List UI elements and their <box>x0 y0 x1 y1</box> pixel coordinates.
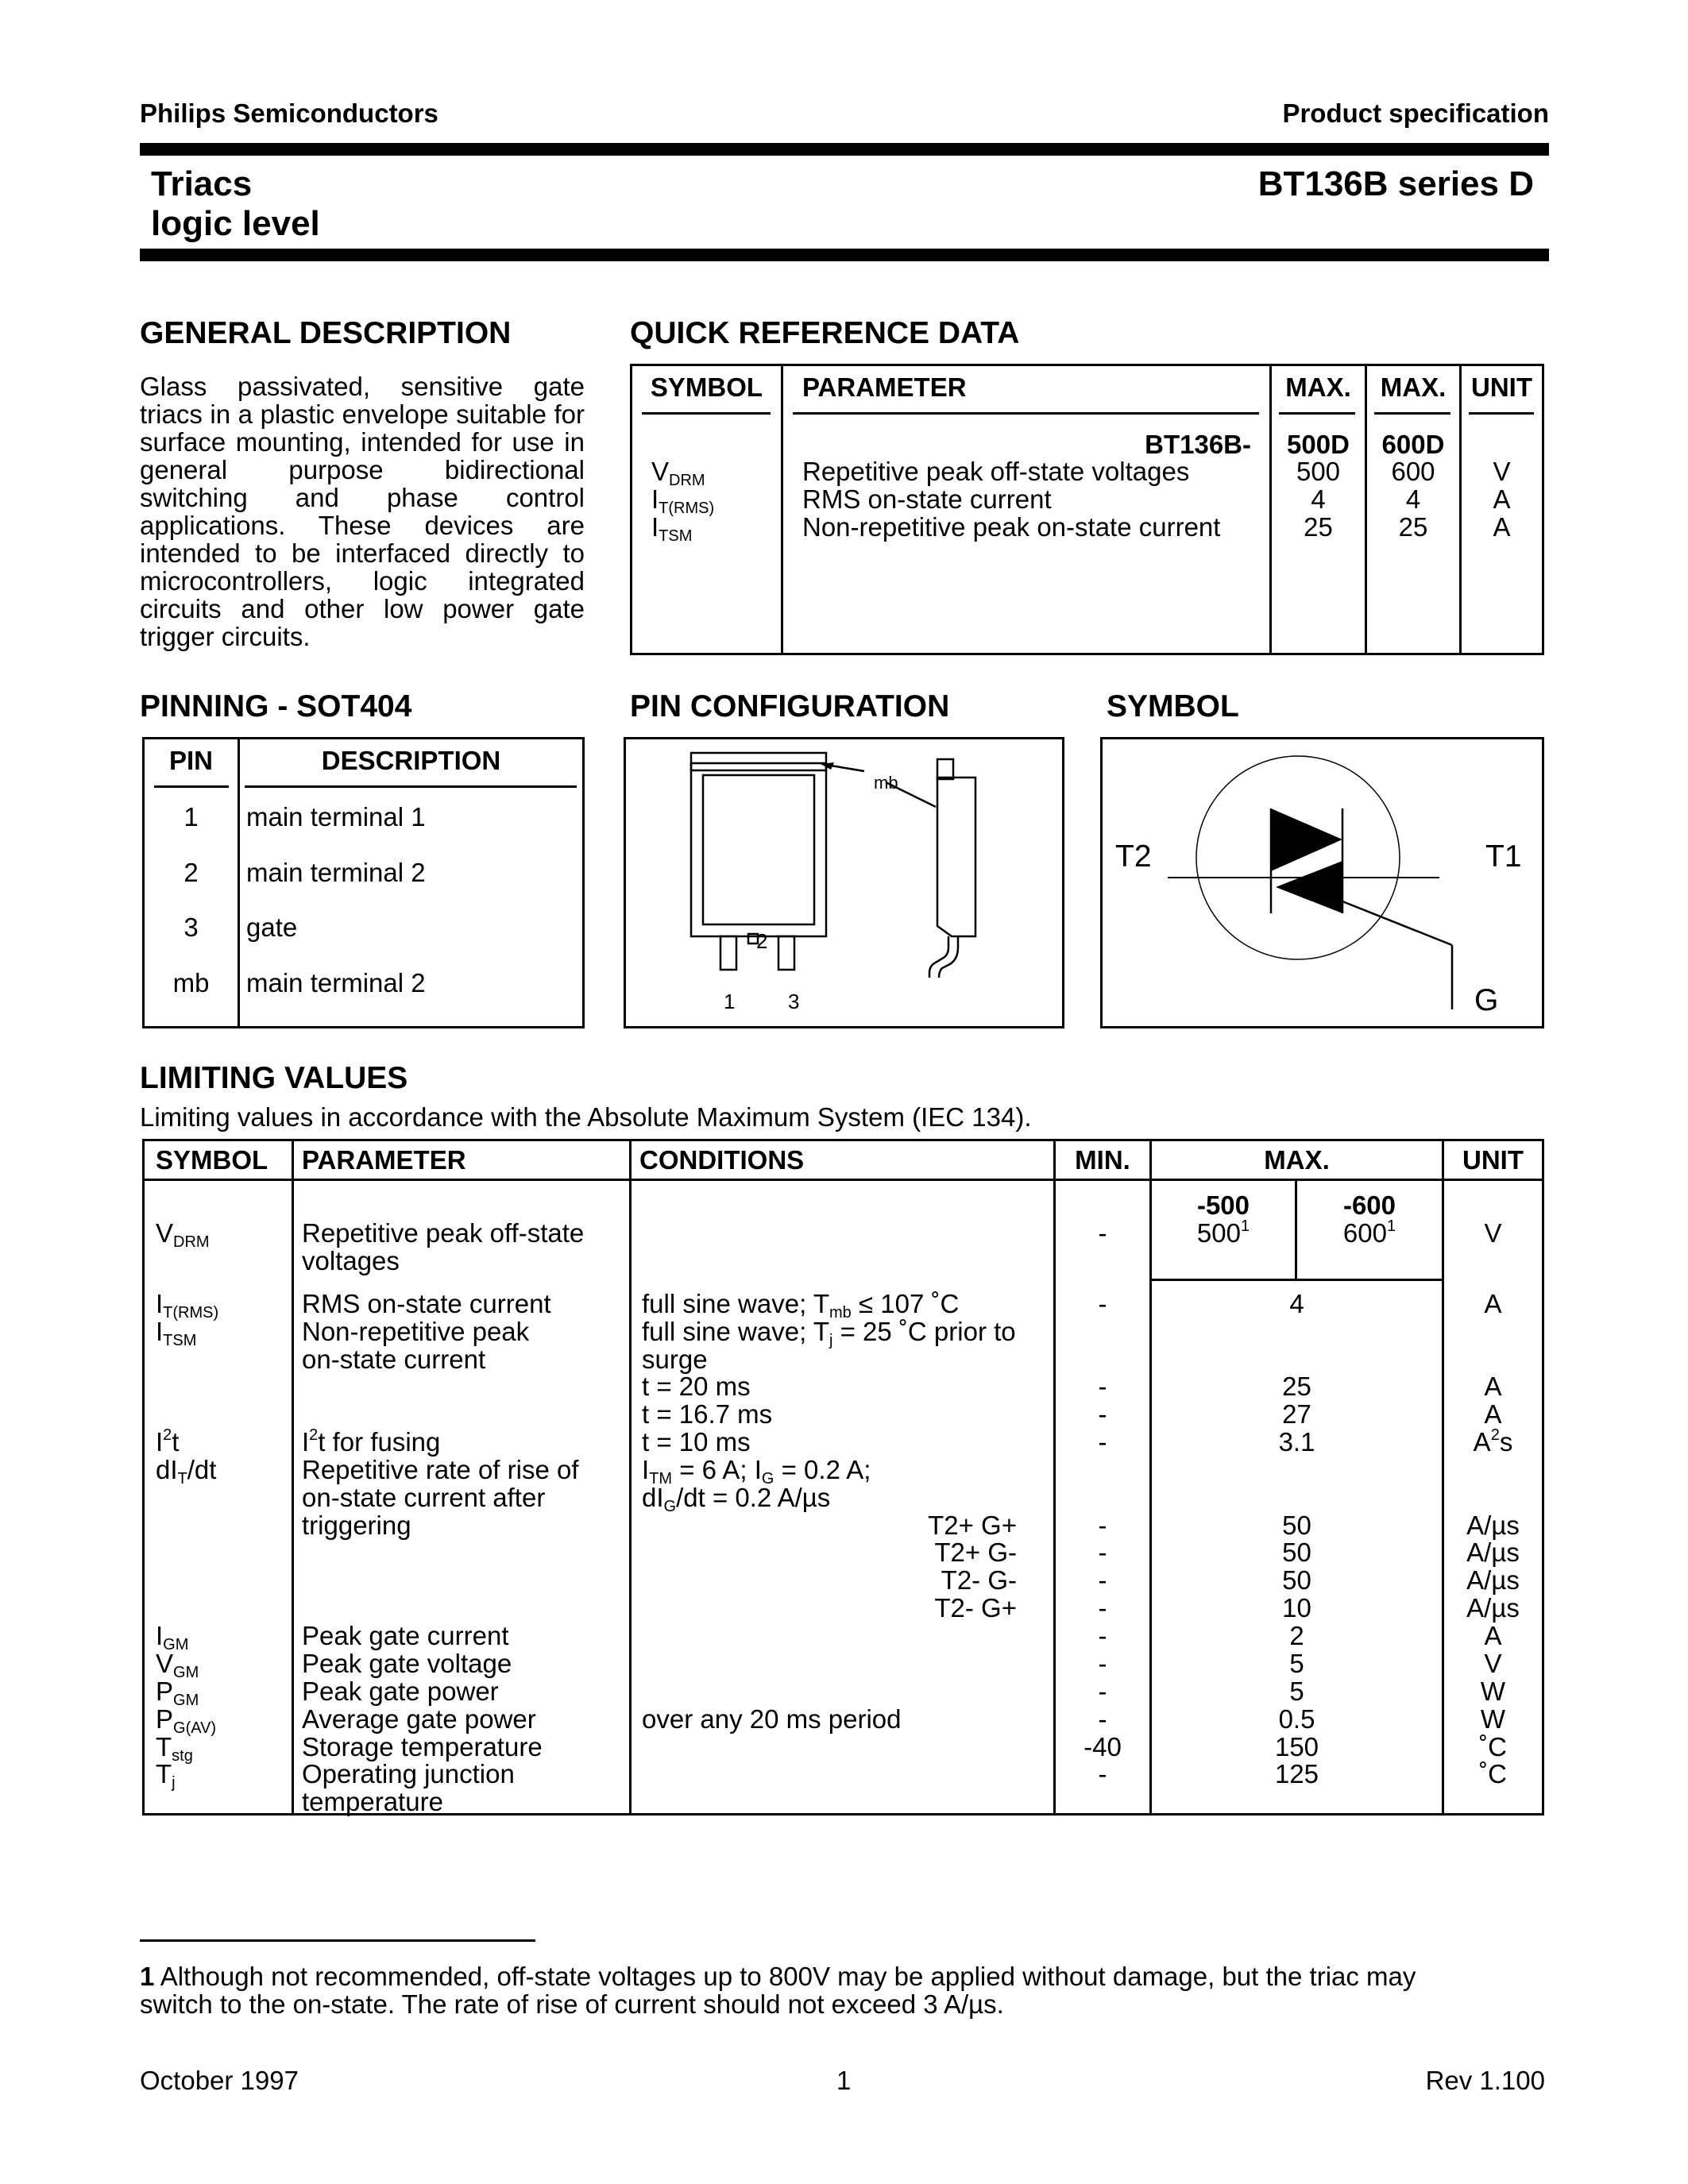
lv-unit: V <box>1484 1218 1502 1248</box>
pin-config-heading: PIN CONFIGURATION <box>630 689 950 723</box>
qr-row-parameter: RMS on-state current <box>802 484 1052 514</box>
header-rule-top <box>140 143 1549 156</box>
qr-col-parameter: PARAMETER <box>802 372 967 402</box>
qr-col-max2: MAX. <box>1380 372 1447 402</box>
gd-line: Glass passivated, sensitive gate <box>140 372 585 401</box>
title-line1: Triacs <box>151 164 253 203</box>
lv-symbol: $T_j$ <box>156 1759 176 1792</box>
gd-line: circuits and other low power gate <box>140 594 585 623</box>
lv-unit: ˚C <box>1479 1732 1507 1761</box>
gd-line: applications. These devices are <box>140 511 585 540</box>
lv-parameter: $I^2t$ for fusing <box>302 1426 441 1457</box>
lv-min: - <box>1098 1427 1107 1457</box>
qr-row-max-b: 600 <box>1391 457 1435 486</box>
qr-row-symbol: $V_{DRM}$ <box>651 457 705 489</box>
lv-unit: $A^2s$ <box>1473 1426 1513 1457</box>
gd-line: general purpose bidirectional <box>140 455 585 484</box>
pin-number: 2 <box>183 858 199 887</box>
qr-row-unit: V <box>1493 457 1511 486</box>
lv-symbol: $dI_T/dt$ <box>156 1455 217 1488</box>
lv-col-symbol: SYMBOL <box>156 1145 268 1175</box>
pinning-heading: PINNING - SOT404 <box>140 689 412 723</box>
lv-parameter: triggering <box>302 1511 411 1540</box>
footnote-rule <box>140 1939 535 1942</box>
lv-symbol: $T_{stg}$ <box>156 1732 193 1765</box>
qr-header-rule <box>642 412 771 415</box>
pin-col-pin: PIN <box>168 746 213 775</box>
lv-unit: A <box>1484 1399 1502 1429</box>
lv-symbol: $I_{TSM}$ <box>156 1317 197 1349</box>
lv-symbol: $I^2t$ <box>156 1426 180 1457</box>
qr-variant-b: 600D <box>1381 430 1445 459</box>
quick-ref-heading: QUICK REFERENCE DATA <box>630 316 1020 350</box>
lv-unit: A <box>1484 1289 1502 1318</box>
label-pin-1: 1 <box>724 990 736 1013</box>
lv-condition: over any 20 ms period <box>642 1704 902 1734</box>
lv-condition: t = 16.7 ms <box>642 1399 773 1429</box>
qr-variant-a: 500D <box>1287 430 1350 459</box>
lv-symbol: $I_{T(RMS)}$ <box>156 1289 219 1322</box>
lv-condition: full sine wave; $T_j = 25$ ˚C prior to <box>642 1317 1016 1349</box>
qr-variant-label: BT136B- <box>1145 430 1251 459</box>
lv-col-unit: UNIT <box>1462 1145 1524 1175</box>
pin-number: 3 <box>183 913 199 942</box>
footer-page-number: 1 <box>836 2066 852 2095</box>
lv-min: - <box>1098 1621 1107 1650</box>
qr-row-max-a: 25 <box>1304 512 1333 542</box>
lv-unit: W <box>1480 1677 1506 1706</box>
qr-header-rule <box>1374 412 1450 415</box>
lv-max: 4 <box>1289 1289 1304 1318</box>
lv-condition: t = 20 ms <box>642 1372 751 1401</box>
pin-description: main terminal 2 <box>246 858 426 887</box>
label-mb: mb <box>874 773 898 793</box>
pin-description: main terminal 1 <box>246 802 426 832</box>
lv-max: 50 <box>1282 1538 1311 1567</box>
lv-max: $500^1$ <box>1196 1217 1250 1248</box>
lv-col-conditions: CONDITIONS <box>639 1145 805 1175</box>
lv-min: - <box>1098 1289 1107 1318</box>
lv-symbol: $V_{GM}$ <box>156 1649 199 1681</box>
lv-symbol: $I_{GM}$ <box>156 1621 189 1653</box>
lv-condition: surge <box>642 1345 708 1374</box>
lv-col-divider <box>629 1139 632 1815</box>
symbol-heading: SYMBOL <box>1107 689 1239 723</box>
lv-condition: full sine wave; $T_{mb} \le 107$ ˚C <box>642 1289 960 1322</box>
lv-min: - <box>1098 1649 1107 1678</box>
lv-condition: t = 10 ms <box>642 1427 751 1457</box>
qr-col-symbol: SYMBOL <box>650 372 763 402</box>
pin-description: main terminal 2 <box>246 968 426 997</box>
lv-parameter: Non-repetitive peak <box>302 1317 530 1346</box>
title-line2: logic level <box>151 204 320 243</box>
part-number: BT136B series D <box>1257 164 1534 203</box>
lv-unit: ˚C <box>1479 1759 1507 1788</box>
footnote-line2: switch to the on-state. The rate of rise of current should not exceed 3 A/µs. <box>140 1989 1004 2019</box>
general-description-text <box>140 372 585 650</box>
lv-min: - <box>1098 1759 1107 1788</box>
footer-revision: Rev 1.100 <box>1425 2066 1545 2095</box>
lv-min: - <box>1098 1372 1107 1401</box>
lv-parameter: on-state current <box>302 1345 486 1374</box>
qr-row-parameter: Non-repetitive peak on-state current <box>802 512 1221 542</box>
lv-min: - <box>1098 1677 1107 1706</box>
gd-line: microcontrollers, logic integrated <box>140 566 585 596</box>
gd-line: triacs in a plastic envelope suitable for <box>140 399 585 429</box>
lv-max: 2 <box>1289 1621 1304 1650</box>
lv-symbol: $P_{GM}$ <box>156 1677 199 1709</box>
lv-max: 25 <box>1282 1372 1311 1401</box>
lv-parameter: on-state current after <box>302 1483 546 1512</box>
lv-unit: V <box>1484 1649 1502 1678</box>
lv-max: 27 <box>1282 1399 1311 1429</box>
footer-date: October 1997 <box>140 2066 299 2095</box>
lv-unit: A <box>1484 1372 1502 1401</box>
lv-parameter: Peak gate power <box>302 1677 499 1706</box>
lv-max: 50 <box>1282 1511 1311 1540</box>
lv-parameter: Repetitive peak off-state <box>302 1218 585 1248</box>
lv-max: $600^1$ <box>1342 1217 1396 1248</box>
lv-unit: A/µs <box>1466 1511 1520 1540</box>
label-g: G <box>1474 983 1499 1017</box>
label-pin-2: 2 <box>756 929 768 953</box>
package-drawing <box>626 739 1062 1026</box>
qr-col-divider <box>781 364 783 655</box>
lv-min: - <box>1098 1538 1107 1567</box>
company-name: Philips Semiconductors <box>140 98 438 128</box>
qr-row-symbol: $I_{TSM}$ <box>651 512 693 545</box>
lv-parameter: Operating junction <box>302 1759 515 1788</box>
lv-col-divider <box>292 1139 294 1815</box>
lv-max: 0.5 <box>1278 1704 1315 1734</box>
qr-row-max-a: 500 <box>1296 457 1341 486</box>
lv-max: 150 <box>1274 1732 1319 1761</box>
gd-line: intended to be interfaced directly to <box>140 538 585 568</box>
lv-max: 125 <box>1274 1759 1319 1788</box>
lv-condition: T2+ G+ <box>928 1511 1017 1540</box>
lv-max: 50 <box>1282 1565 1311 1595</box>
lv-unit: A/µs <box>1466 1565 1520 1595</box>
pin-col-desc: DESCRIPTION <box>321 746 501 775</box>
lv-min: - <box>1098 1593 1107 1623</box>
lv-max: 5 <box>1289 1677 1304 1706</box>
lv-condition: T2- G- <box>941 1565 1017 1595</box>
qr-col-unit: UNIT <box>1471 372 1532 402</box>
qr-row-unit: A <box>1493 484 1511 514</box>
lv-max: 3.1 <box>1278 1427 1315 1457</box>
header-rule-bottom <box>140 249 1549 261</box>
lv-unit: A/µs <box>1466 1593 1520 1623</box>
lv-parameter: Repetitive rate of rise of <box>302 1455 579 1484</box>
limiting-values-heading: LIMITING VALUES <box>140 1061 408 1095</box>
label-t1: T1 <box>1485 839 1522 874</box>
qr-row-max-a: 4 <box>1311 484 1326 514</box>
lv-parameter: Storage temperature <box>302 1732 543 1761</box>
pin-number: 1 <box>183 802 199 832</box>
limiting-values-intro: Limiting values in accordance with the Absolute Maximum System (IEC 134). <box>140 1102 1032 1132</box>
lv-max: 10 <box>1282 1593 1311 1623</box>
gd-line: surface mounting, intended for use in <box>140 427 585 457</box>
label-pin-3: 3 <box>788 990 800 1013</box>
lv-max-b: -600 <box>1342 1190 1396 1220</box>
qr-header-rule <box>1469 412 1534 415</box>
lv-col-max: MAX. <box>1264 1145 1330 1175</box>
lv-max-split-rule <box>1149 1279 1442 1281</box>
lv-parameter: Peak gate voltage <box>302 1649 512 1678</box>
lv-parameter: temperature <box>302 1787 443 1816</box>
lv-col-min: MIN. <box>1075 1145 1130 1175</box>
qr-header-rule <box>1279 412 1355 415</box>
gd-line: trigger circuits. <box>140 622 311 651</box>
lv-unit: A <box>1484 1621 1502 1650</box>
pin-col-divider <box>238 737 240 1028</box>
lv-symbol: $V_{DRM}$ <box>156 1218 210 1251</box>
lv-unit: W <box>1480 1704 1506 1734</box>
lv-min: - <box>1098 1704 1107 1734</box>
qr-row-max-b: 25 <box>1398 512 1428 542</box>
qr-header-rule <box>793 412 1259 415</box>
qr-row-symbol: $I_{T(RMS)}$ <box>651 484 715 517</box>
lv-max-a: -500 <box>1196 1190 1250 1220</box>
lv-parameter: Peak gate current <box>302 1621 509 1650</box>
qr-row-parameter: Repetitive peak off-state voltages <box>802 457 1190 486</box>
lv-parameter: RMS on-state current <box>302 1289 551 1318</box>
general-description-heading: GENERAL DESCRIPTION <box>140 316 512 350</box>
pin-number: mb <box>172 968 210 997</box>
lv-condition: $dI_G/dt = 0.2$ A/µs <box>642 1483 831 1515</box>
label-t2: T2 <box>1115 839 1152 874</box>
lv-min: -40 <box>1083 1732 1122 1761</box>
lv-unit: A/µs <box>1466 1538 1520 1567</box>
pin-header-rule <box>154 785 229 788</box>
lv-header-rule <box>142 1179 1544 1181</box>
lv-min: - <box>1098 1511 1107 1540</box>
lv-min: - <box>1098 1565 1107 1595</box>
doc-type: Product specification <box>1282 98 1549 128</box>
pin-description: gate <box>246 913 298 942</box>
lv-condition: T2- G+ <box>934 1593 1017 1623</box>
pin-header-rule <box>245 785 577 788</box>
lv-parameter: Average gate power <box>302 1704 536 1734</box>
lv-max: 5 <box>1289 1649 1304 1678</box>
qr-row-unit: A <box>1493 512 1511 542</box>
lv-parameter: voltages <box>302 1246 400 1275</box>
lv-symbol: $P_{G(AV)}$ <box>156 1704 217 1737</box>
qr-row-max-b: 4 <box>1405 484 1421 514</box>
lv-condition: $I_{TM} = 6$ A; $I_G = 0.2$ A; <box>642 1455 871 1488</box>
lv-min: - <box>1098 1218 1107 1248</box>
lv-condition: T2+ G- <box>934 1538 1017 1567</box>
lv-col-parameter: PARAMETER <box>302 1145 466 1175</box>
qr-col-max1: MAX. <box>1285 372 1351 402</box>
lv-min: - <box>1098 1399 1107 1429</box>
gd-line: switching and phase control <box>140 483 585 512</box>
footnote-line1: 1 Although not recommended, off-state voltages up to 800V may be applied without damage, but the triac may <box>140 1962 1416 1991</box>
